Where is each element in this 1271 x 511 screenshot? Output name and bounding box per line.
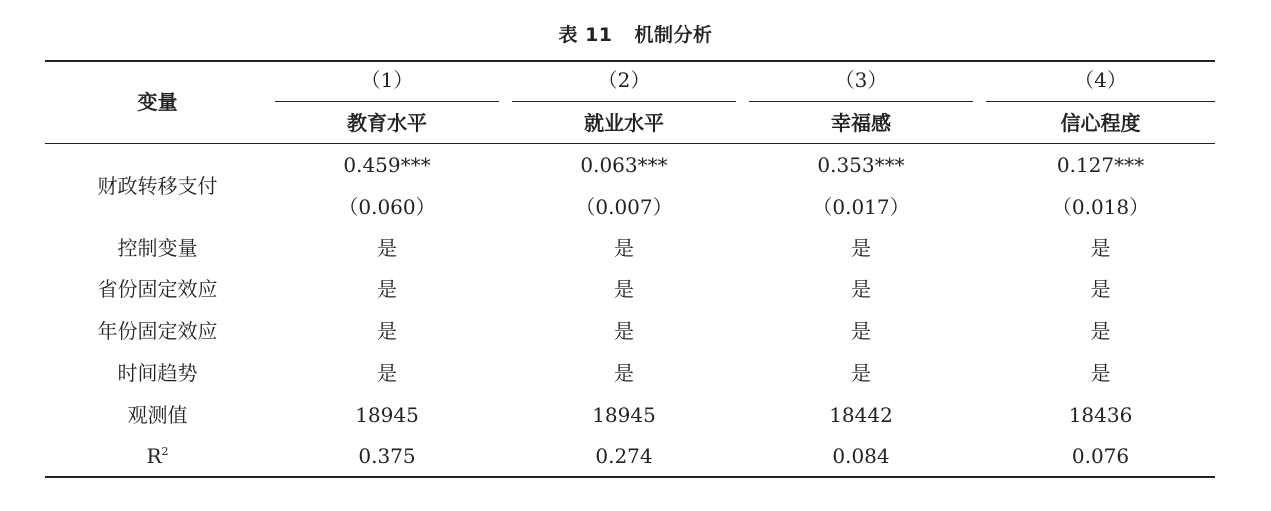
bottom-rule	[45, 476, 1215, 478]
controls-3: 是	[851, 236, 871, 260]
se-1: （0.060）	[338, 195, 436, 219]
outcome-1-label: 教育水平	[347, 111, 427, 135]
obs-2: 18945	[592, 403, 656, 427]
header-variable-label: 变量	[137, 90, 178, 114]
header-underline-2	[512, 101, 736, 102]
obs-1: 18945	[355, 403, 419, 427]
row-label-transfer: 财政转移支付	[97, 174, 218, 198]
province-fe-1: 是	[377, 277, 397, 301]
r-squared-superscript: 2	[161, 445, 169, 458]
outcome-3-label: 幸福感	[831, 111, 891, 135]
obs-3: 18442	[829, 403, 893, 427]
year-fe-2: 是	[614, 319, 634, 343]
year-fe-1: 是	[377, 319, 397, 343]
table-title: 机制分析	[634, 24, 713, 46]
obs-4: 18436	[1068, 403, 1133, 427]
model-3-label: （3）	[834, 68, 888, 92]
row-label-province-fe: 省份固定效应	[97, 277, 218, 301]
province-fe-3: 是	[851, 277, 871, 301]
row-label-year-fe: 年份固定效应	[97, 319, 218, 343]
outcome-2-label: 就业水平	[584, 111, 664, 135]
coef-3: 0.353***	[817, 153, 905, 177]
se-4: （0.018）	[1051, 195, 1150, 219]
r-squared-base: R	[146, 444, 162, 468]
model-1-label: （1）	[360, 68, 414, 92]
outcome-4-label: 信心程度	[1060, 111, 1141, 135]
top-rule	[45, 60, 1215, 62]
controls-1: 是	[377, 236, 397, 260]
trend-2: 是	[614, 361, 634, 385]
se-3: （0.017）	[812, 195, 910, 219]
r2-2: 0.274	[595, 444, 653, 468]
coef-2: 0.063***	[580, 153, 668, 177]
model-2-label: （2）	[597, 68, 651, 92]
row-label-trend: 时间趋势	[117, 361, 198, 385]
row-label-controls: 控制变量	[117, 236, 198, 260]
header-underline-1	[275, 101, 499, 102]
header-rule	[45, 143, 1215, 144]
r2-4: 0.076	[1071, 444, 1130, 468]
year-fe-4: 是	[1090, 319, 1111, 343]
year-fe-3: 是	[851, 319, 871, 343]
table-number: 表 11	[558, 24, 613, 46]
row-label-observations: 观测值	[127, 403, 188, 427]
r2-3: 0.084	[832, 444, 890, 468]
row-label-r-squared	[45, 444, 270, 468]
se-2: （0.007）	[575, 195, 673, 219]
trend-3: 是	[851, 361, 871, 385]
model-4-label: （4）	[1074, 68, 1127, 92]
controls-2: 是	[614, 236, 634, 260]
controls-4: 是	[1090, 236, 1111, 260]
table-caption	[0, 20, 1271, 47]
province-fe-2: 是	[614, 277, 634, 301]
trend-1: 是	[377, 361, 397, 385]
coef-1: 0.459***	[343, 153, 431, 177]
r2-1: 0.375	[358, 444, 416, 468]
province-fe-4: 是	[1090, 277, 1111, 301]
coef-4: 0.127***	[1056, 153, 1145, 177]
header-underline-3	[749, 101, 973, 102]
header-underline-4	[986, 101, 1215, 102]
trend-4: 是	[1090, 361, 1111, 385]
